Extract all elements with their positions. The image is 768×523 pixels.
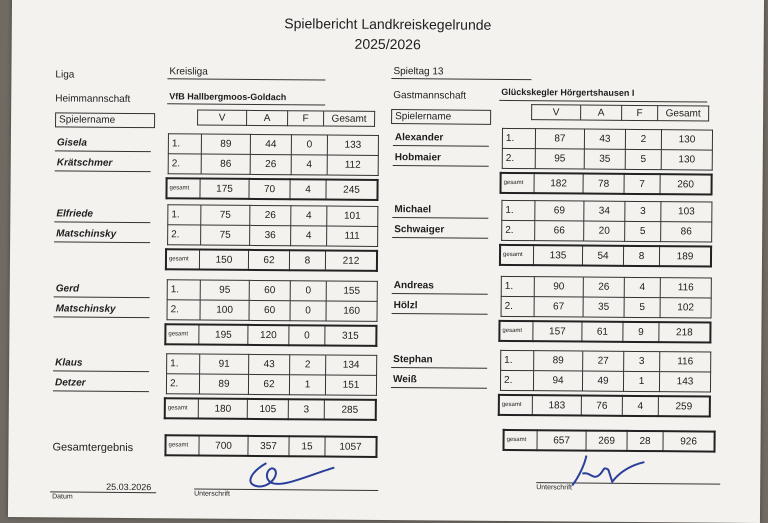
score-row: [502, 200, 712, 222]
total-cell: 175: [200, 179, 249, 199]
gast-underline: [499, 100, 707, 103]
score-cell: 89: [534, 351, 583, 371]
gesamt-label: gesamt: [165, 324, 199, 344]
score-cell: 89: [201, 134, 250, 154]
total-cell: 315: [325, 326, 377, 346]
score-cell: 2.: [502, 148, 535, 168]
player-score-table: [501, 200, 712, 243]
player-total-table: [500, 172, 713, 196]
total-cell: 150: [199, 250, 248, 270]
score-cell: 3: [624, 351, 660, 371]
score-row: [168, 205, 378, 227]
player-total-table: [498, 394, 711, 418]
total-v: 657: [537, 430, 586, 450]
score-cell: 49: [582, 371, 623, 391]
player-score-table: [166, 353, 377, 396]
gesamt-label: gesamt: [503, 430, 537, 450]
player-last-name: Krätschmer: [56, 157, 113, 169]
player-score-table: [168, 133, 379, 176]
total-f: 15: [289, 436, 325, 456]
col-header-f: F: [622, 105, 658, 120]
score-cell: 4: [291, 226, 327, 246]
score-cell: 160: [326, 301, 377, 321]
score-cell: 5: [624, 297, 660, 317]
gast-label: Gastmannschaft: [393, 90, 467, 102]
player-name-underline: [391, 387, 487, 389]
score-cell: 3: [625, 201, 661, 221]
player-last-name: Matschinsky: [55, 303, 116, 315]
col-header-f: F: [288, 111, 324, 126]
score-row: [501, 296, 711, 318]
player-name-underline: [392, 293, 488, 295]
score-cell: 60: [249, 280, 290, 300]
player-name-underline: [392, 313, 488, 315]
heim-label: Heimmannschaft: [55, 93, 131, 105]
total-cell: 157: [533, 321, 582, 341]
liga-underline: [167, 78, 325, 80]
score-cell: 86: [201, 154, 250, 174]
total-f: 28: [627, 431, 663, 451]
score-cell: 67: [534, 297, 583, 317]
score-row: [502, 220, 712, 242]
score-row: [500, 370, 710, 392]
home-column-headers: [197, 110, 375, 127]
score-cell: 155: [326, 281, 377, 301]
score-cell: 4: [291, 155, 327, 175]
gast-team: Glückskegler Hörgertshausen I: [501, 86, 635, 98]
score-cell: 43: [249, 354, 290, 374]
player-score-table: [500, 350, 711, 393]
score-cell: 5: [625, 149, 661, 169]
score-cell: 43: [584, 129, 625, 149]
total-cell: 285: [324, 400, 376, 420]
score-cell: 2.: [168, 225, 201, 245]
score-cell: 35: [583, 297, 624, 317]
total-cell: 180: [198, 399, 247, 419]
score-cell: 116: [660, 278, 711, 298]
player-name-underline: [55, 170, 151, 172]
score-cell: 1.: [168, 205, 201, 225]
score-cell: 0: [291, 135, 327, 155]
total-cell: 260: [660, 174, 712, 194]
heim-underline: [167, 103, 325, 105]
score-cell: 35: [584, 149, 625, 169]
score-cell: 133: [327, 135, 378, 155]
total-cell: 8: [623, 246, 659, 266]
player-total-table: [164, 397, 377, 421]
liga-label: Liga: [55, 69, 75, 81]
score-cell: 1.: [167, 280, 200, 300]
score-cell: 66: [535, 221, 584, 241]
guest-signature: [568, 451, 658, 490]
player-name-underline: [393, 165, 489, 167]
sheet-title: Spielbericht Landkreiskegelrunde: [284, 15, 492, 33]
total-cell: 259: [658, 396, 710, 416]
score-row: [167, 354, 377, 376]
score-cell: 89: [199, 374, 248, 394]
player-first-name: Alexander: [394, 132, 444, 144]
player-first-name: Klaus: [55, 357, 83, 369]
score-cell: 94: [533, 371, 582, 391]
guest-unterschrift-label: Unterschrift: [536, 484, 573, 492]
total-cell: 4: [622, 396, 658, 416]
total-cell: 212: [325, 251, 377, 271]
score-row: [167, 300, 377, 322]
spieltag-underline: [391, 78, 531, 80]
home-spielername-label: Spielername: [55, 112, 155, 128]
score-row: [168, 225, 378, 247]
score-cell: 103: [661, 202, 712, 222]
score-cell: 100: [200, 300, 249, 320]
score-cell: 2.: [502, 220, 535, 240]
player-name-underline: [392, 217, 488, 219]
score-cell: 69: [535, 201, 584, 221]
score-cell: 102: [660, 298, 711, 318]
score-cell: 26: [250, 205, 291, 225]
score-cell: 1.: [168, 134, 201, 154]
score-row: [166, 374, 376, 396]
total-cell: 61: [582, 322, 623, 342]
player-last-name: Weiß: [393, 374, 417, 386]
player-name-underline: [55, 150, 151, 152]
score-sheet: [8, 0, 764, 523]
score-cell: 75: [201, 205, 250, 225]
home-unterschrift-label: Unterschrift: [194, 490, 230, 498]
player-name-underline: [54, 221, 150, 223]
total-gesamt: 926: [663, 431, 715, 451]
player-name-underline: [54, 296, 150, 298]
player-last-name: Matschinsky: [56, 228, 117, 240]
score-cell: 1.: [167, 354, 200, 374]
gesamt-label: gesamt: [165, 398, 199, 418]
player-first-name: Stephan: [393, 354, 433, 366]
score-cell: 60: [249, 300, 290, 320]
player-last-name: Hölzl: [393, 300, 418, 312]
score-cell: 111: [327, 226, 378, 246]
player-total-table: [498, 320, 711, 344]
score-cell: 26: [583, 277, 624, 297]
datum-label: Datum: [52, 493, 73, 501]
total-a: 269: [586, 431, 627, 451]
score-cell: 1.: [502, 200, 535, 220]
player-total-table: [164, 323, 377, 347]
player-total-table: [165, 248, 378, 272]
score-cell: 62: [248, 374, 289, 394]
score-row: [501, 350, 711, 372]
total-cell: 8: [289, 250, 325, 270]
score-cell: 1: [623, 371, 659, 391]
player-last-name: Hobmaier: [394, 152, 441, 164]
player-first-name: Elfriede: [56, 208, 94, 220]
score-cell: 2: [290, 355, 326, 375]
total-cell: 105: [247, 399, 288, 419]
score-cell: 86: [661, 222, 712, 242]
player-last-name: Detzer: [54, 377, 86, 389]
total-cell: 9: [623, 322, 659, 342]
home-signature: [238, 453, 338, 494]
score-cell: 90: [534, 277, 583, 297]
total-cell: 218: [659, 322, 711, 342]
score-row: [168, 154, 378, 176]
total-cell: 195: [199, 325, 248, 345]
total-gesamt: 1057: [325, 437, 377, 457]
gesamt-label: gesamt: [501, 173, 535, 193]
total-cell: 245: [326, 180, 378, 200]
player-score-table: [501, 276, 712, 319]
total-a: 357: [248, 436, 289, 456]
total-cell: 54: [582, 246, 623, 266]
score-cell: 101: [327, 206, 378, 226]
score-cell: 2.: [166, 374, 199, 394]
total-cell: 7: [624, 174, 660, 194]
score-cell: 130: [661, 130, 712, 150]
score-cell: 34: [584, 201, 625, 221]
score-cell: 2.: [167, 300, 200, 320]
player-name-underline: [54, 241, 150, 243]
spieltag: Spieltag 13: [393, 66, 444, 78]
guest-spielername-label: Spielername: [391, 109, 491, 125]
score-cell: 95: [200, 280, 249, 300]
date: 25.03.2026: [106, 481, 152, 493]
score-cell: 4: [624, 277, 660, 297]
player-first-name: Michael: [394, 204, 432, 216]
liga-value: Kreisliga: [169, 66, 208, 78]
col-header-a: A: [581, 105, 622, 120]
guest-column-headers: [531, 104, 709, 121]
total-cell: 189: [659, 246, 711, 266]
gesamt-label: gesamt: [499, 321, 533, 341]
col-header-gesamt: Gesamt: [658, 106, 709, 121]
total-cell: 0: [289, 325, 325, 345]
score-cell: 1: [289, 375, 325, 395]
score-cell: 116: [660, 352, 711, 372]
player-score-table: [167, 279, 378, 322]
score-cell: 5: [625, 221, 661, 241]
score-cell: 87: [535, 129, 584, 149]
player-name-underline: [54, 316, 150, 318]
total-cell: 70: [249, 179, 290, 199]
score-cell: 2.: [501, 296, 534, 316]
total-cell: 183: [532, 395, 581, 415]
score-row: [502, 128, 712, 150]
player-name-underline: [53, 390, 149, 392]
score-cell: 26: [250, 154, 291, 174]
player-name-underline: [53, 370, 149, 372]
player-score-table: [502, 128, 713, 171]
gesamt-label: gesamt: [166, 178, 200, 198]
player-name-underline: [392, 237, 488, 239]
score-cell: 143: [659, 372, 710, 392]
total-v: 700: [199, 436, 248, 456]
player-last-name: Schwaiger: [394, 224, 445, 236]
score-cell: 44: [250, 134, 291, 154]
total-cell: 3: [288, 399, 324, 419]
col-header-gesamt: Gesamt: [324, 111, 375, 126]
score-cell: 1.: [501, 276, 534, 296]
gesamt-label: gesamt: [499, 395, 533, 415]
score-cell: 2.: [500, 370, 533, 390]
score-cell: 91: [200, 354, 249, 374]
score-cell: 2.: [168, 154, 201, 174]
total-cell: 78: [583, 174, 624, 194]
gesamtergebnis-label: Gesamtergebnis: [52, 441, 134, 455]
score-cell: 0: [290, 281, 326, 301]
score-cell: 4: [291, 206, 327, 226]
score-cell: 75: [201, 225, 250, 245]
score-cell: 1.: [502, 128, 535, 148]
score-cell: 27: [583, 351, 624, 371]
col-header-a: A: [247, 110, 288, 125]
score-cell: 20: [584, 221, 625, 241]
score-cell: 151: [325, 375, 376, 395]
gesamt-label: gesamt: [500, 245, 534, 265]
score-row: [168, 134, 378, 156]
total-cell: 182: [534, 173, 583, 193]
score-cell: 0: [290, 301, 326, 321]
player-score-table: [167, 204, 378, 247]
gesamt-label: gesamt: [165, 435, 199, 455]
score-cell: 36: [250, 225, 291, 245]
score-cell: 1.: [501, 350, 534, 370]
total-cell: 62: [248, 250, 289, 270]
total-cell: 76: [581, 396, 622, 416]
player-first-name: Andreas: [393, 280, 434, 292]
score-cell: 112: [327, 155, 378, 175]
player-total-table: [499, 244, 712, 268]
guest-grand-total: [502, 429, 715, 453]
season: 2025/2026: [354, 35, 421, 53]
score-cell: 2: [625, 129, 661, 149]
player-first-name: Gerd: [55, 283, 80, 295]
score-cell: 95: [535, 149, 584, 169]
total-cell: 135: [533, 245, 582, 265]
player-name-underline: [391, 367, 487, 369]
player-first-name: Gisela: [56, 137, 87, 149]
score-row: [167, 280, 377, 302]
player-name-underline: [393, 145, 489, 147]
score-row: [502, 148, 712, 170]
score-row: [501, 276, 711, 298]
col-header-v: V: [532, 105, 581, 120]
total-cell: 120: [248, 325, 289, 345]
col-header-v: V: [198, 110, 247, 125]
total-cell: 4: [290, 179, 326, 199]
heim-team: VfB Hallbergmoos-Goldach: [169, 91, 287, 103]
player-total-table: [165, 177, 378, 201]
score-cell: 130: [661, 150, 712, 170]
gesamt-label: gesamt: [166, 249, 200, 269]
score-cell: 134: [326, 355, 377, 375]
